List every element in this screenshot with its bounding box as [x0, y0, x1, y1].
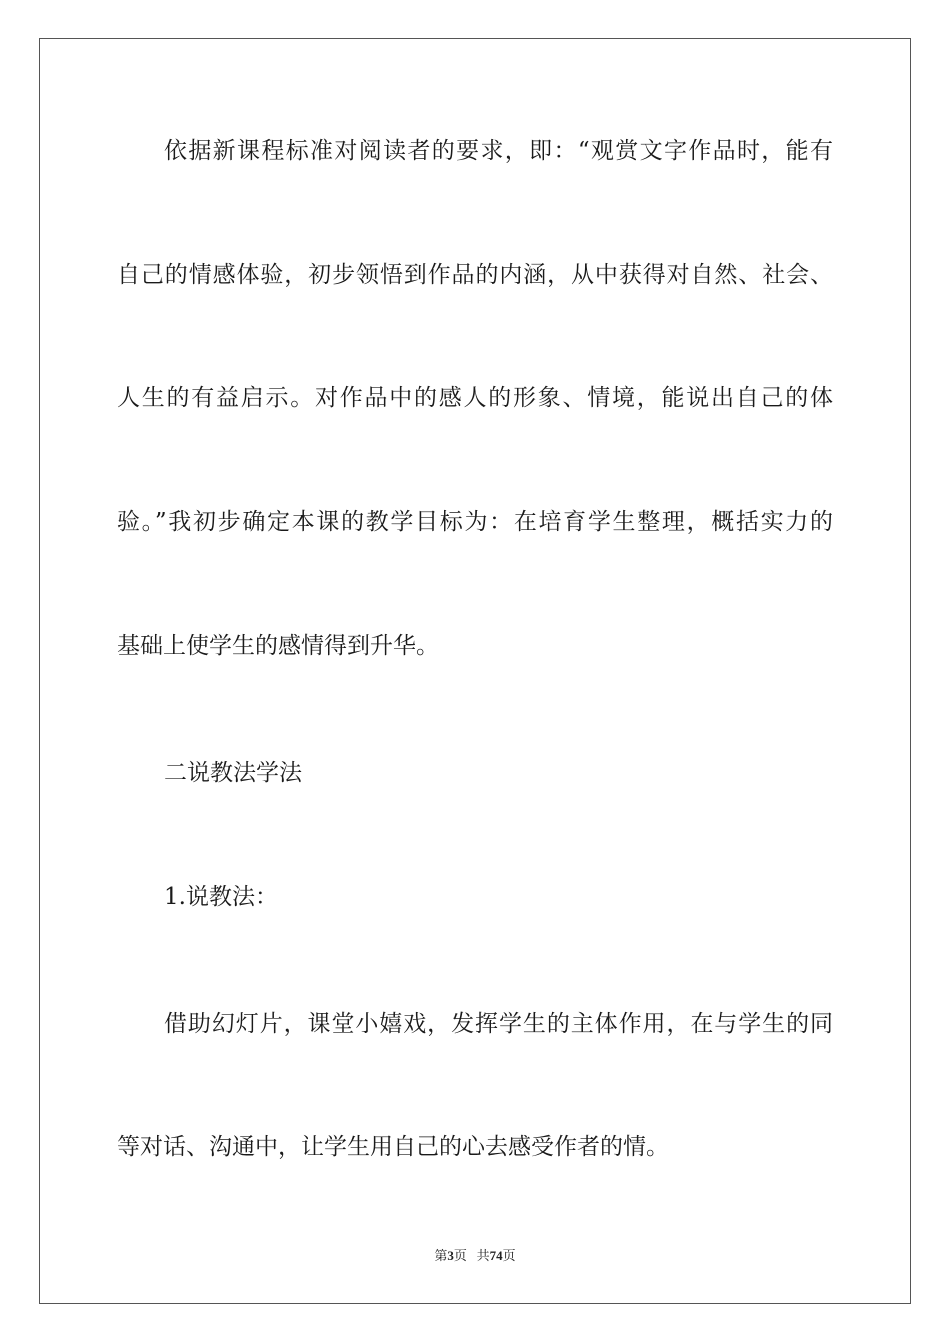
page-footer	[0, 1245, 950, 1264]
paragraph-line-7: 等对话、沟通中，让学生用自己的心去感受作者的情。	[117, 1134, 669, 1160]
paragraph-line-4: 验。”我初步确定本课的教学目标为：在培育学生整理，概括实力的	[117, 509, 833, 535]
paragraph-line-3: 人生的有益启示。对作品中的感人的形象、情境，能说出自己的体	[117, 385, 833, 411]
footer-total-pages: 74	[489, 1248, 503, 1263]
page-frame	[39, 38, 911, 1304]
subsection-heading: 1.说教法：	[164, 884, 278, 910]
footer-page-number: 3	[447, 1248, 454, 1263]
footer-page-suffix: 页	[453, 1248, 467, 1263]
paragraph-line-2: 自己的情感体验，初步领悟到作品的内涵，从中获得对自然、社会、	[117, 262, 833, 288]
footer-total-suffix: 页	[502, 1248, 516, 1263]
footer-total-prefix: 共	[476, 1248, 490, 1263]
paragraph-line-6: 借助幻灯片，课堂小嬉戏，发挥学生的主体作用，在与学生的同	[164, 1011, 833, 1037]
footer-page-prefix: 第	[434, 1248, 448, 1263]
paragraph-line-5: 基础上使学生的感情得到升华。	[117, 633, 439, 659]
paragraph-line-1: 依据新课程标准对阅读者的要求，即：“观赏文字作品时，能有	[164, 138, 833, 164]
section-heading: 二说教法学法	[164, 760, 302, 786]
